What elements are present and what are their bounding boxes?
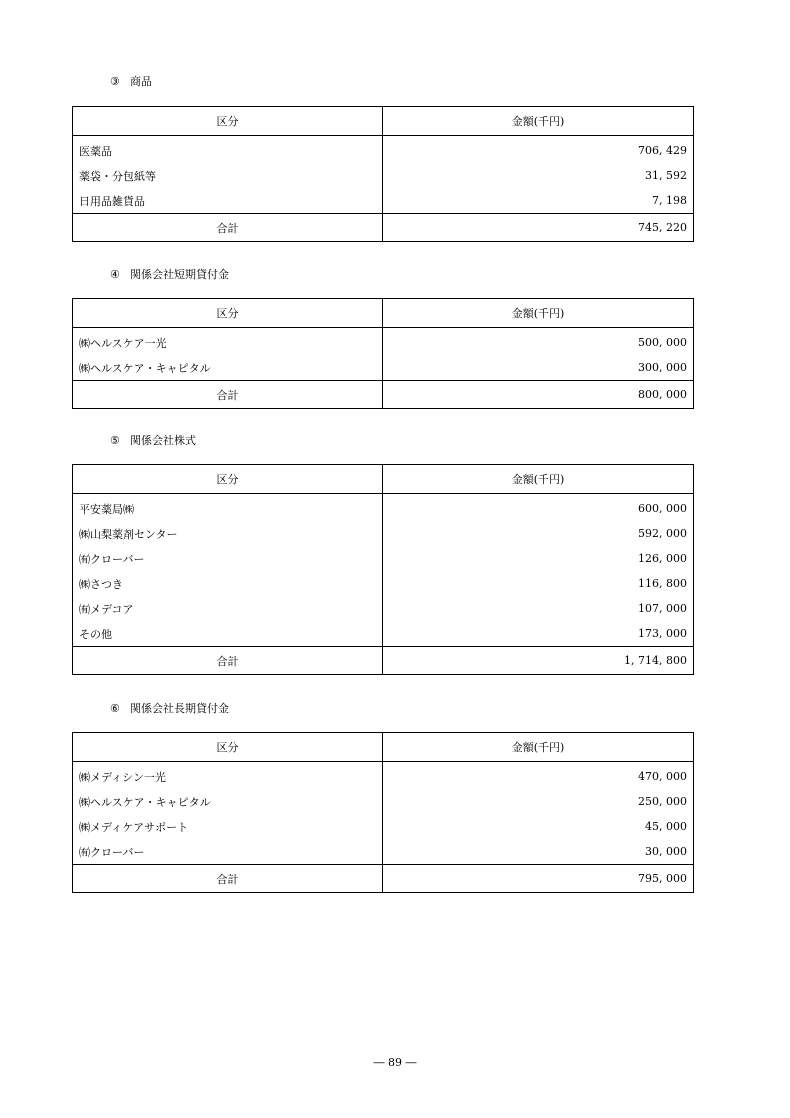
section-title-text: 商品 — [130, 75, 152, 88]
row-amount: 250, 000 — [383, 789, 694, 814]
page-number: ― 89 ― — [373, 1056, 417, 1069]
row-name: ㈱ヘルスケア一光 — [73, 328, 383, 356]
row-amount: 7, 198 — [383, 188, 694, 214]
total-row — [73, 647, 694, 675]
section-number: ③ — [110, 75, 120, 88]
row-name: ㈲クローバー — [73, 839, 383, 865]
table-row — [73, 188, 694, 214]
table-row — [73, 328, 694, 356]
table-row — [73, 762, 694, 790]
row-name: 薬袋・分包紙等 — [73, 163, 383, 188]
row-name: ㈲クローバー — [73, 546, 383, 571]
header-category: 区分 — [73, 107, 383, 136]
table-header-row — [73, 299, 694, 328]
row-amount: 45, 000 — [383, 814, 694, 839]
row-name: ㈱ヘルスケア・キャピタル — [73, 789, 383, 814]
short-term-loans-table — [72, 298, 694, 409]
table-row — [73, 596, 694, 621]
section-number: ④ — [110, 268, 120, 281]
section-title-products — [110, 75, 152, 89]
section-title-long-term-loans — [110, 702, 229, 716]
header-category: 区分 — [73, 465, 383, 494]
products-table — [72, 106, 694, 242]
total-amount: 745, 220 — [383, 214, 694, 242]
section-title-text: 関係会社短期貸付金 — [130, 268, 229, 281]
header-amount: 金額(千円) — [383, 733, 694, 762]
row-amount: 116, 800 — [383, 571, 694, 596]
table-row — [73, 136, 694, 164]
row-name: ㈱ヘルスケア・キャピタル — [73, 355, 383, 381]
row-amount: 31, 592 — [383, 163, 694, 188]
table-row — [73, 355, 694, 381]
header-amount: 金額(千円) — [383, 465, 694, 494]
row-name: 日用品雑貨品 — [73, 188, 383, 214]
row-amount: 300, 000 — [383, 355, 694, 381]
row-name: ㈱さつき — [73, 571, 383, 596]
row-amount: 600, 000 — [383, 494, 694, 522]
total-amount: 795, 000 — [383, 865, 694, 893]
total-label: 合計 — [73, 647, 383, 675]
total-label: 合計 — [73, 214, 383, 242]
table-row — [73, 494, 694, 522]
header-category: 区分 — [73, 733, 383, 762]
row-amount: 500, 000 — [383, 328, 694, 356]
row-name: ㈱山梨薬剤センター — [73, 521, 383, 546]
section-number: ⑥ — [110, 702, 120, 715]
table-row — [73, 814, 694, 839]
section-title-short-term-loans — [110, 268, 229, 282]
table-header-row — [73, 465, 694, 494]
row-amount: 470, 000 — [383, 762, 694, 790]
total-row — [73, 214, 694, 242]
table-row — [73, 163, 694, 188]
row-amount: 126, 000 — [383, 546, 694, 571]
row-amount: 107, 000 — [383, 596, 694, 621]
table-row — [73, 621, 694, 647]
row-name: 平安薬局㈱ — [73, 494, 383, 522]
total-amount: 1, 714, 800 — [383, 647, 694, 675]
total-amount: 800, 000 — [383, 381, 694, 409]
row-name: ㈱メディシン一光 — [73, 762, 383, 790]
row-amount: 592, 000 — [383, 521, 694, 546]
section-number: ⑤ — [110, 434, 120, 447]
table-header-row — [73, 733, 694, 762]
row-name: 医薬品 — [73, 136, 383, 164]
total-label: 合計 — [73, 381, 383, 409]
row-name: ㈲メデコア — [73, 596, 383, 621]
table-row — [73, 546, 694, 571]
long-term-loans-table — [72, 732, 694, 893]
table-header-row — [73, 107, 694, 136]
section-title-text: 関係会社長期貸付金 — [130, 702, 229, 715]
total-label: 合計 — [73, 865, 383, 893]
row-amount: 30, 000 — [383, 839, 694, 865]
section-title-affiliate-shares — [110, 434, 196, 448]
total-row — [73, 865, 694, 893]
affiliate-shares-table — [72, 464, 694, 675]
section-title-text: 関係会社株式 — [130, 434, 196, 447]
table-row — [73, 521, 694, 546]
row-name: ㈱メディケアサポート — [73, 814, 383, 839]
header-amount: 金額(千円) — [383, 299, 694, 328]
row-name: その他 — [73, 621, 383, 647]
total-row — [73, 381, 694, 409]
table-row — [73, 839, 694, 865]
row-amount: 173, 000 — [383, 621, 694, 647]
row-amount: 706, 429 — [383, 136, 694, 164]
table-row — [73, 571, 694, 596]
header-amount: 金額(千円) — [383, 107, 694, 136]
table-row — [73, 789, 694, 814]
header-category: 区分 — [73, 299, 383, 328]
